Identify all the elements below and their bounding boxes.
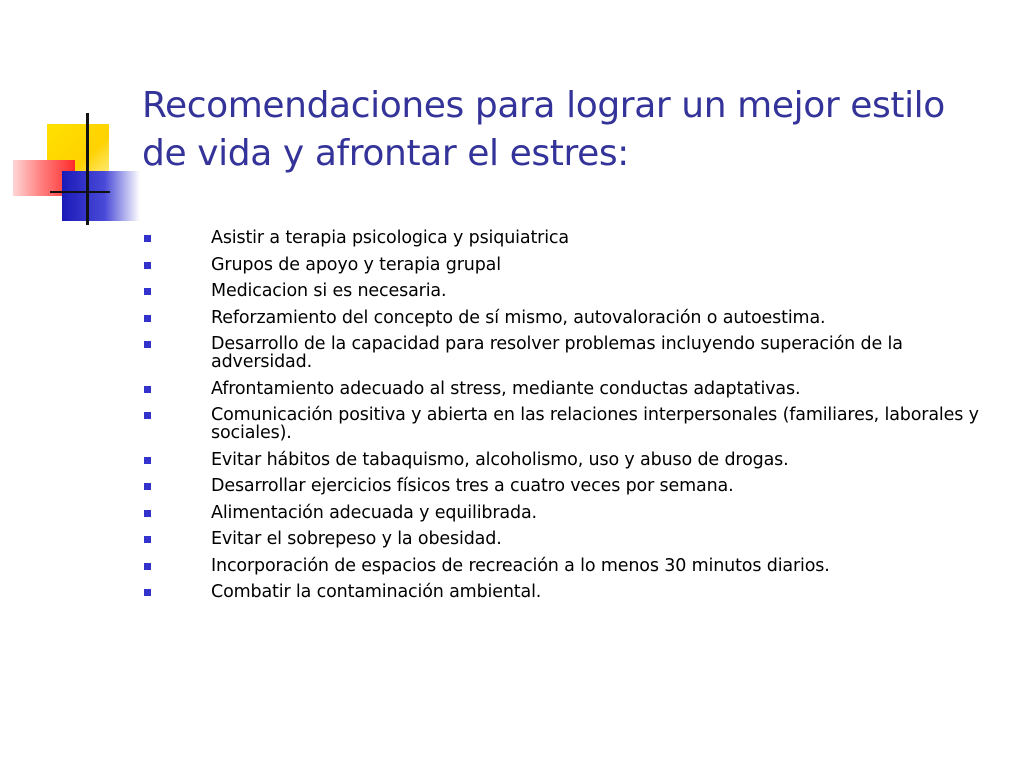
- bullet-icon: [144, 536, 151, 543]
- list-item: [140, 477, 1000, 495]
- list-item-text: Grupos de apoyo y terapia grupal: [211, 254, 501, 275]
- bullet-icon: [144, 315, 151, 322]
- list-item: [140, 583, 1000, 601]
- bullet-icon: [144, 262, 151, 269]
- slide-title: Recomendaciones para lograr un mejor estilo de vida y afrontar el estres:: [142, 85, 945, 174]
- list-item: [140, 530, 1000, 548]
- blue-square-shape: [62, 171, 140, 221]
- list-item: [140, 256, 1000, 274]
- bullet-icon: [144, 483, 151, 490]
- list-item: [140, 229, 1000, 247]
- list-item-text: Medicacion si es necesaria.: [211, 281, 447, 301]
- bullet-icon: [144, 563, 151, 570]
- list-item: [140, 504, 1000, 522]
- list-item-text: Incorporación de espacios de recreación a lo menos 30 minutos diarios.: [211, 555, 830, 576]
- vertical-line-shape: [86, 113, 89, 225]
- bullet-icon: [144, 386, 151, 393]
- decorative-logo: [0, 0, 150, 240]
- list-item: [140, 451, 1000, 469]
- list-item-text: Combatir la contaminación ambiental.: [211, 582, 542, 602]
- list-item: [140, 406, 1000, 442]
- list-item: [140, 335, 1000, 371]
- horizontal-line-shape: [50, 191, 110, 193]
- list-item: [140, 380, 1000, 398]
- bullet-icon: [144, 589, 151, 596]
- bullet-icon: [144, 510, 151, 517]
- list-item: [140, 557, 1000, 575]
- bullet-icon: [144, 288, 151, 295]
- bullet-icon: [144, 235, 151, 242]
- list-item-text: Evitar el sobrepeso y la obesidad.: [211, 529, 502, 549]
- list-item-text: Asistir a terapia psicologica y psiquiatrica: [211, 228, 569, 248]
- bullet-icon: [144, 457, 151, 464]
- list-item-text: Reforzamiento del concepto de sí mismo, autovaloración o autoestima.: [211, 307, 826, 328]
- list-item-text: Alimentación adecuada y equilibrada.: [211, 502, 537, 523]
- bullet-icon: [144, 341, 151, 348]
- list-item-text: Comunicación positiva y abierta en las relaciones interpersonales (familiares, laborales y sociales).: [211, 405, 979, 443]
- bullet-list: [140, 229, 1000, 610]
- list-item: [140, 282, 1000, 300]
- list-item-text: Desarrollar ejercicios físicos tres a cuatro veces por semana.: [211, 476, 734, 496]
- bullet-icon: [144, 412, 151, 419]
- list-item: [140, 309, 1000, 327]
- list-item-text: Afrontamiento adecuado al stress, mediante conductas adaptativas.: [211, 378, 801, 399]
- list-item-text: Evitar hábitos de tabaquismo, alcoholismo, uso y abuso de drogas.: [211, 449, 789, 470]
- list-item-text: Desarrollo de la capacidad para resolver problemas incluyendo superación de la adversidad.: [211, 334, 903, 372]
